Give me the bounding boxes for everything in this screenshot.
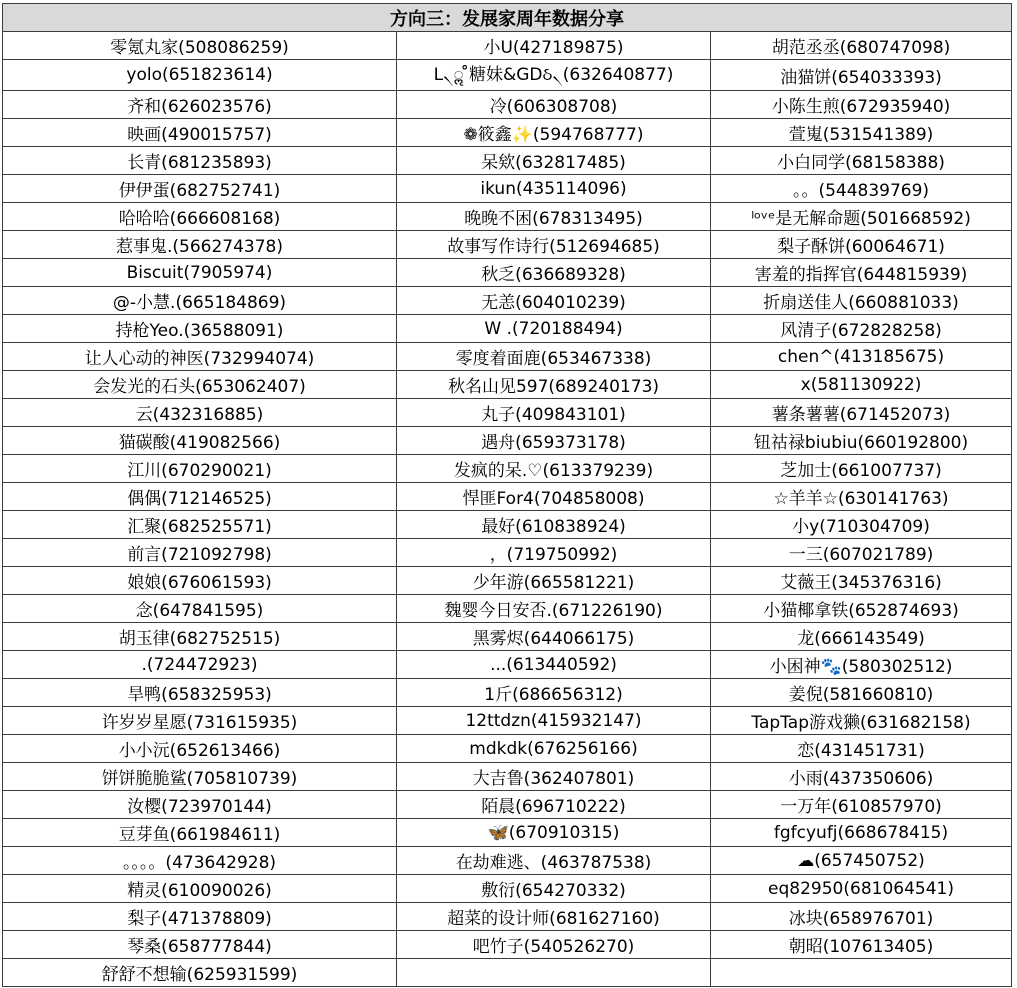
table-cell[interactable]: 敷衍(654270332) xyxy=(397,875,711,903)
table-cell[interactable]: 许岁岁星愿(731615935) xyxy=(3,707,397,735)
table-cell[interactable]: 小雨(437350606) xyxy=(711,763,1012,791)
table-cell[interactable]: 发疯的呆.♡(613379239) xyxy=(397,455,711,483)
table-row xyxy=(3,32,1012,60)
table-row xyxy=(3,511,1012,539)
table-cell[interactable] xyxy=(397,959,711,987)
table-row xyxy=(3,371,1012,399)
table-cell[interactable]: 秋名山见597(689240173) xyxy=(397,371,711,399)
table-cell[interactable]: ☆羊羊☆(630141763) xyxy=(711,483,1012,511)
table-cell[interactable]: 前言(721092798) xyxy=(3,539,397,567)
table-cell[interactable]: 黑雾烬(644066175) xyxy=(397,623,711,651)
table-row xyxy=(3,931,1012,959)
table-cell[interactable]: 念(647841595) xyxy=(3,595,397,623)
table-cell[interactable]: @-小慧.(665184869) xyxy=(3,287,397,315)
table-cell[interactable]: 持枪Yeo.(36588091) xyxy=(3,315,397,343)
table-row xyxy=(3,539,1012,567)
table-cell[interactable]: 一万年(610857970) xyxy=(711,791,1012,819)
table-cell[interactable]: 遇舟(659373178) xyxy=(397,427,711,455)
table-cell[interactable]: 陌晨(696710222) xyxy=(397,791,711,819)
table-cell[interactable]: chen^(413185675) xyxy=(711,343,1012,371)
table-cell[interactable]: 旱鸭(658325953) xyxy=(3,679,397,707)
table-cell[interactable]: ，(719750992) xyxy=(397,539,711,567)
table-cell[interactable]: 艾薇王(345376316) xyxy=(711,567,1012,595)
table-cell[interactable]: 少年游(665581221) xyxy=(397,567,711,595)
table-cell[interactable]: 无恙(604010239) xyxy=(397,287,711,315)
table-row xyxy=(3,679,1012,707)
table-cell[interactable]: 会发光的石头(653062407) xyxy=(3,371,397,399)
table-cell[interactable]: 一三(607021789) xyxy=(711,539,1012,567)
table-cell[interactable]: 小猫椰拿铁(652874693) xyxy=(711,595,1012,623)
table-cell[interactable]: 钮祜禄biubiu(660192800) xyxy=(711,427,1012,455)
table-cell[interactable]: 风清子(672828258) xyxy=(711,315,1012,343)
table-cell[interactable]: 。。(544839769) xyxy=(711,175,1012,203)
table-cell[interactable]: 小白同学(68158388) xyxy=(711,147,1012,175)
table-row xyxy=(3,735,1012,763)
table-cell[interactable]: 大吉鲁(362407801) xyxy=(397,763,711,791)
table-cell[interactable]: 🦋(670910315) xyxy=(397,819,711,847)
table-cell[interactable]: eq82950(681064541) xyxy=(711,875,1012,903)
table-cell[interactable]: 惹事鬼.(566274378) xyxy=(3,231,397,259)
table-cell[interactable]: 舒舒不想输(625931599) xyxy=(3,959,397,987)
table-body xyxy=(3,32,1012,987)
table-cell[interactable]: 最好(610838924) xyxy=(397,511,711,539)
table-row xyxy=(3,875,1012,903)
table-cell[interactable]: 冷(606308708) xyxy=(397,91,711,119)
table-cell[interactable]: 12ttdzn(415932147) xyxy=(397,707,711,735)
table-row xyxy=(3,903,1012,931)
table-cell[interactable]: 晚晚不困(678313495) xyxy=(397,203,711,231)
table-cell[interactable]: 故事写作诗行(512694685) xyxy=(397,231,711,259)
table-row xyxy=(3,623,1012,651)
table-cell[interactable]: 梨子(471378809) xyxy=(3,903,397,931)
table-row xyxy=(3,959,1012,987)
table-cell[interactable]: 龙(666143549) xyxy=(711,623,1012,651)
table-cell[interactable]: 姜倪(581660810) xyxy=(711,679,1012,707)
table-cell[interactable]: ❁筱鑫✨(594768777) xyxy=(397,119,711,147)
table-row xyxy=(3,707,1012,735)
table-cell[interactable]: 伊伊蛋(682752741) xyxy=(3,175,397,203)
table-title: 方向三：发展家周年数据分享 xyxy=(3,4,1012,32)
table-row xyxy=(3,343,1012,371)
table-row xyxy=(3,231,1012,259)
table-cell[interactable]: x(581130922) xyxy=(711,371,1012,399)
table-cell[interactable]: ikun(435114096) xyxy=(397,175,711,203)
table-cell[interactable]: 汇聚(682525571) xyxy=(3,511,397,539)
table-cell[interactable]: 小U(427189875) xyxy=(397,32,711,60)
table-cell[interactable]: mdkdk(676256166) xyxy=(397,735,711,763)
table-row xyxy=(3,819,1012,847)
table-row xyxy=(3,175,1012,203)
title-row xyxy=(3,4,1012,32)
table-cell[interactable]: ˡᵒᵛᵉ是无解命题(501668592) xyxy=(711,203,1012,231)
table-cell[interactable]: 在劫难逃、(463787538) xyxy=(397,847,711,875)
table-cell[interactable]: 小困神🐾(580302512) xyxy=(711,651,1012,679)
table-cell[interactable]: 精灵(610090026) xyxy=(3,875,397,903)
table-cell[interactable]: 悍匪For4(704858008) xyxy=(397,483,711,511)
table-cell[interactable]: 朝昭(107613405) xyxy=(711,931,1012,959)
table-cell[interactable]: 胡范丞丞(680747098) xyxy=(711,32,1012,60)
table-row xyxy=(3,483,1012,511)
table-cell[interactable]: 汝樱(723970144) xyxy=(3,791,397,819)
table-cell[interactable]: 小陈生煎(672935940) xyxy=(711,91,1012,119)
table-row xyxy=(3,91,1012,119)
table-row xyxy=(3,847,1012,875)
table-cell[interactable]: 小y(710304709) xyxy=(711,511,1012,539)
table-cell[interactable]: 。。。。(473642928) xyxy=(3,847,397,875)
table-cell[interactable]: 萱嵬(531541389) xyxy=(711,119,1012,147)
table-cell[interactable]: 小小沅(652613466) xyxy=(3,735,397,763)
table-cell[interactable]: 偶偶(712146525) xyxy=(3,483,397,511)
table-cell[interactable]: TapTap游戏獭(631682158) xyxy=(711,707,1012,735)
table-cell[interactable]: 齐和(626023576) xyxy=(3,91,397,119)
table-cell[interactable]: L৲ॢ ̊̊糖妹&GDઠ৲(632640877) xyxy=(397,60,711,91)
table-row xyxy=(3,595,1012,623)
table-cell[interactable]: 芝加士(661007737) xyxy=(711,455,1012,483)
table-cell[interactable]: 魏婴今日安否.(671226190) xyxy=(397,595,711,623)
table-row xyxy=(3,791,1012,819)
table-cell[interactable]: Biscuit(7905974) xyxy=(3,259,397,287)
table-cell[interactable]: 超菜的设计师(681627160) xyxy=(397,903,711,931)
table-cell[interactable]: 折扇送佳人(660881033) xyxy=(711,287,1012,315)
table-row xyxy=(3,763,1012,791)
table-cell[interactable]: 丸子(409843101) xyxy=(397,399,711,427)
table-cell[interactable]: 江川(670290021) xyxy=(3,455,397,483)
table-cell[interactable]: .(724472923) xyxy=(3,651,397,679)
table-cell[interactable]: 豆芽鱼(661984611) xyxy=(3,819,397,847)
table-row xyxy=(3,203,1012,231)
table-cell[interactable] xyxy=(711,959,1012,987)
table-cell[interactable]: 长青(681235893) xyxy=(3,147,397,175)
data-table xyxy=(2,3,1012,987)
table-cell[interactable]: 1斤(686656312) xyxy=(397,679,711,707)
table-cell[interactable]: 梨子酥饼(60064671) xyxy=(711,231,1012,259)
table-row xyxy=(3,399,1012,427)
table-cell[interactable]: 吧竹子(540526270) xyxy=(397,931,711,959)
table-row xyxy=(3,455,1012,483)
table-cell[interactable]: 冰块(658976701) xyxy=(711,903,1012,931)
table-cell[interactable]: 薯条薯薯(671452073) xyxy=(711,399,1012,427)
table-cell[interactable]: 让人心动的神医(732994074) xyxy=(3,343,397,371)
table-cell[interactable]: 云(432316885) xyxy=(3,399,397,427)
table-cell[interactable]: 零氪丸家(508086259) xyxy=(3,32,397,60)
table-cell[interactable]: 琴桑(658777844) xyxy=(3,931,397,959)
table-cell[interactable]: 呆欸(632817485) xyxy=(397,147,711,175)
table-cell[interactable]: 映画(490015757) xyxy=(3,119,397,147)
table-row xyxy=(3,287,1012,315)
table-cell[interactable]: 胡玉律(682752515) xyxy=(3,623,397,651)
table-cell[interactable]: ...(613440592) xyxy=(397,651,711,679)
table-row xyxy=(3,315,1012,343)
table-cell[interactable]: 零度着面鹿(653467338) xyxy=(397,343,711,371)
table-row xyxy=(3,147,1012,175)
table-cell[interactable]: fgfcyufj(668678415) xyxy=(711,819,1012,847)
table-cell[interactable]: W .(720188494) xyxy=(397,315,711,343)
table-cell[interactable]: 娘娘(676061593) xyxy=(3,567,397,595)
table-cell[interactable]: 秋乏(636689328) xyxy=(397,259,711,287)
table-cell[interactable]: yolo(651823614) xyxy=(3,60,397,91)
table-row xyxy=(3,259,1012,287)
table-row xyxy=(3,427,1012,455)
table-cell[interactable]: ☁(657450752) xyxy=(711,847,1012,875)
table-row xyxy=(3,651,1012,679)
table-cell[interactable]: 猫碳酸(419082566) xyxy=(3,427,397,455)
table-row xyxy=(3,567,1012,595)
table-cell[interactable]: 恋(431451731) xyxy=(711,735,1012,763)
table-cell[interactable]: 害羞的指挥官(644815939) xyxy=(711,259,1012,287)
table-cell[interactable]: 油猫饼(654033393) xyxy=(711,60,1012,91)
table-row xyxy=(3,60,1012,91)
table-row xyxy=(3,119,1012,147)
table-cell[interactable]: 饼饼脆脆鲨(705810739) xyxy=(3,763,397,791)
table-cell[interactable]: 哈哈哈(666608168) xyxy=(3,203,397,231)
